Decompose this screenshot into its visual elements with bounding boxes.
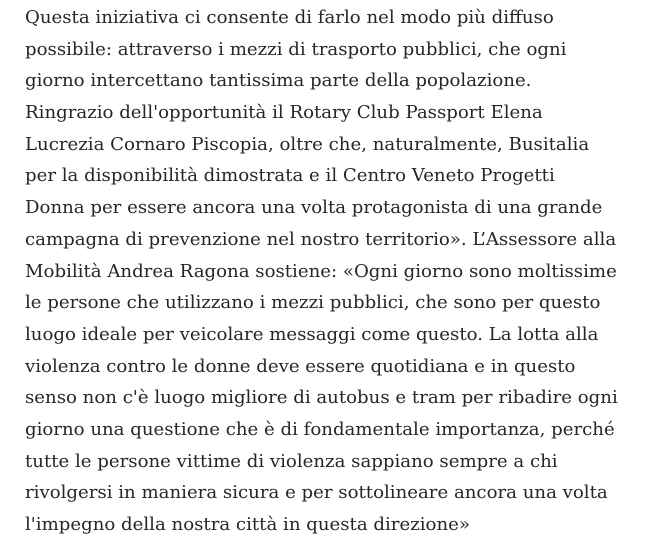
paragraph-line: per la disponibilità dimostrata e il Centro Veneto Progetti [25, 165, 555, 187]
paragraph-line: Donna per essere ancora una volta protagonista di una grande [25, 197, 603, 219]
paragraph-line: rivolgersi in maniera sicura e per sottolineare ancora una volta [25, 482, 608, 504]
article-paragraph [25, 2, 652, 541]
paragraph-line: Ringrazio dell'opportunità il Rotary Club Passport Elena [25, 102, 543, 124]
paragraph-line: Mobilità Andrea Ragona sostiene: «Ogni giorno sono moltissime [25, 260, 617, 282]
paragraph-line: senso non c'è luogo migliore di autobus e tram per ribadire ogni [25, 387, 618, 409]
paragraph-line: possibile: attraverso i mezzi di trasporto pubblici, che ogni [25, 38, 567, 60]
paragraph-line: campagna di prevenzione nel nostro territorio». L’Assessore alla [25, 228, 617, 250]
paragraph-line: l'impegno della nostra città in questa direzione» [25, 514, 470, 535]
paragraph-line: giorno una questione che è di fondamentale importanza, perché [25, 418, 615, 440]
paragraph-line: Lucrezia Cornaro Piscopia, oltre che, naturalmente, Busitalia [25, 133, 590, 155]
paragraph-line: Questa iniziativa ci consente di farlo nel modo più diffuso [25, 7, 554, 28]
paragraph-line: le persone che utilizzano i mezzi pubblici, che sono per questo [25, 292, 601, 314]
paragraph-line: violenza contro le donne deve essere quotidiana e in questo [25, 355, 576, 377]
paragraph-line: tutte le persone vittime di violenza sappiano sempre a chi [25, 450, 558, 472]
paragraph-line: giorno intercettano tantissima parte della popolazione. [25, 70, 532, 92]
paragraph-line: luogo ideale per veicolare messaggi come questo. La lotta alla [25, 323, 599, 345]
